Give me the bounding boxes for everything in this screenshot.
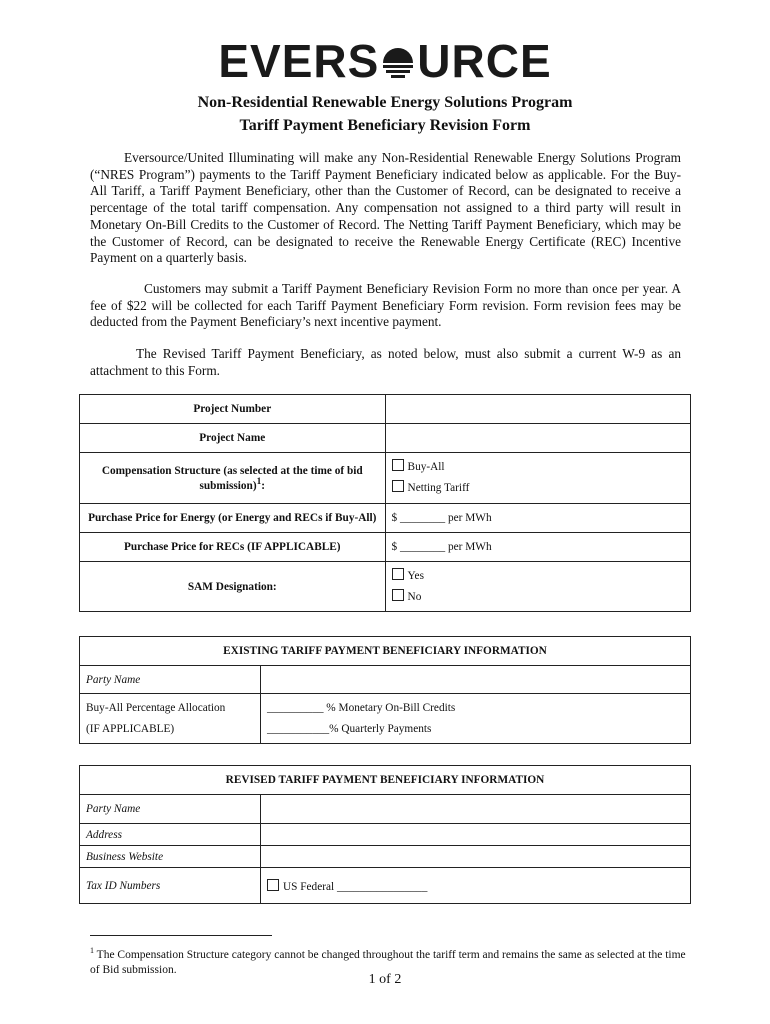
- existing-party-name-label: Party Name: [80, 666, 261, 694]
- sam-designation-label: SAM Designation:: [80, 562, 386, 612]
- quarterly-payment-field[interactable]: ___________% Quarterly Payments: [267, 722, 432, 735]
- option-netting-label: Netting Tariff: [407, 482, 470, 494]
- existing-beneficiary-table: [79, 636, 691, 744]
- energy-price-label: Purchase Price for Energy (or Energy and RECs if Buy-All): [80, 504, 386, 533]
- us-federal-blank[interactable]: ________________: [336, 880, 428, 893]
- revised-beneficiary-header: REVISED TARIFF PAYMENT BENEFICIARY INFORMATION: [80, 766, 691, 795]
- address-label: Address: [80, 824, 261, 846]
- logo-o-icon: [380, 45, 416, 81]
- compensation-label-text: Compensation Structure (as selected at the time of bid submission): [101, 464, 363, 492]
- logo-text-start: EVERS: [218, 35, 380, 87]
- sam-designation-options: [385, 562, 690, 612]
- rec-price-field[interactable]: $ ________ per MWh: [385, 533, 690, 562]
- project-number-label: Project Number: [80, 395, 386, 424]
- checkbox-icon[interactable]: [392, 480, 404, 492]
- compensation-structure-label: [80, 453, 386, 504]
- tax-id-field[interactable]: [261, 868, 691, 904]
- project-info-table: [79, 394, 691, 612]
- revised-party-name-field[interactable]: [261, 795, 691, 824]
- project-name-label: Project Name: [80, 424, 386, 453]
- w9-paragraph: The Revised Tariff Payment Beneficiary, as noted below, must also submit a current W-9 as an attachment to this Form.: [90, 346, 681, 378]
- business-website-label: Business Website: [80, 846, 261, 868]
- tax-id-label: Tax ID Numbers: [80, 868, 261, 904]
- document-title: Non-Residential Renewable Energy Solutions Program: [197, 94, 573, 111]
- existing-party-name-field[interactable]: [261, 666, 691, 694]
- document-subtitle: Tariff Payment Beneficiary Revision Form: [239, 117, 531, 134]
- eversource-logo: [0, 35, 770, 87]
- address-field[interactable]: [261, 824, 691, 846]
- checkbox-icon[interactable]: [267, 879, 279, 891]
- page-number: 1 of 2: [368, 972, 402, 987]
- checkbox-icon[interactable]: [392, 459, 404, 471]
- logo-text-end: URCE: [417, 35, 552, 87]
- compensation-label-colon: :: [261, 479, 266, 492]
- project-name-field[interactable]: [385, 424, 690, 453]
- allocation-sublabel: (IF APPLICABLE): [86, 722, 175, 735]
- revised-beneficiary-table: [79, 765, 691, 904]
- rec-price-label: Purchase Price for RECs (IF APPLICABLE): [80, 533, 386, 562]
- energy-price-field[interactable]: $ ________ per MWh: [385, 504, 690, 533]
- allocation-fields: [261, 694, 691, 744]
- footnote-number: 1: [90, 946, 94, 955]
- allocation-label: Buy-All Percentage Allocation: [86, 701, 226, 714]
- footnote-text: The Compensation Structure category cannot be changed throughout the tariff term and remains the same as selected at the time of Bid submission.: [90, 948, 686, 976]
- option-no-label: No: [407, 590, 422, 603]
- option-yes-label: Yes: [407, 569, 424, 582]
- footnote-ref: 1: [256, 476, 262, 487]
- compensation-structure-options: [385, 453, 690, 504]
- project-number-field[interactable]: [385, 395, 690, 424]
- option-buy-all[interactable]: [392, 457, 684, 478]
- option-buy-all-label: Buy-All: [407, 461, 445, 473]
- checkbox-icon[interactable]: [392, 589, 404, 601]
- checkbox-icon[interactable]: [392, 568, 404, 580]
- allocation-label-cell: [80, 694, 261, 744]
- monetary-credit-field[interactable]: __________ % Monetary On-Bill Credits: [267, 701, 456, 714]
- option-no[interactable]: [392, 587, 684, 608]
- fee-paragraph: Customers may submit a Tariff Payment Beneficiary Revision Form no more than once per year. A fee of $22 will be collected for each Tariff Payment Beneficiary Form revision. Form revision fees may be deducted from the Payment Beneficiary’s next incentive payment.: [90, 281, 681, 330]
- option-yes[interactable]: [392, 566, 684, 587]
- business-website-field[interactable]: [261, 846, 691, 868]
- intro-paragraph: Eversource/United Illuminating will make any Non-Residential Renewable Energy Solutions Program (“NRES Program”) payments to the Tariff Payment Beneficiary indicated below as applicable. For the Buy-All Tariff, a Tariff Payment Beneficiary, other than the Customer of Record, can be designated to receive a percentage of the total tariff compensation. Any compensation not assigned to a third party will result in Monetary On-Bill Credits to the Customer of Record. The Netting Tariff Payment Beneficiary, which may be the Customer of Record, can be designated to receive the Renewable Energy Certificate (REC) Incentive Payment on a quarterly basis.: [90, 150, 681, 266]
- footnote-divider: [90, 935, 272, 936]
- option-netting-tariff[interactable]: [392, 478, 684, 499]
- revised-party-name-label: Party Name: [80, 795, 261, 824]
- us-federal-label: US Federal: [283, 880, 335, 893]
- existing-beneficiary-header: EXISTING TARIFF PAYMENT BENEFICIARY INFORMATION: [80, 637, 691, 666]
